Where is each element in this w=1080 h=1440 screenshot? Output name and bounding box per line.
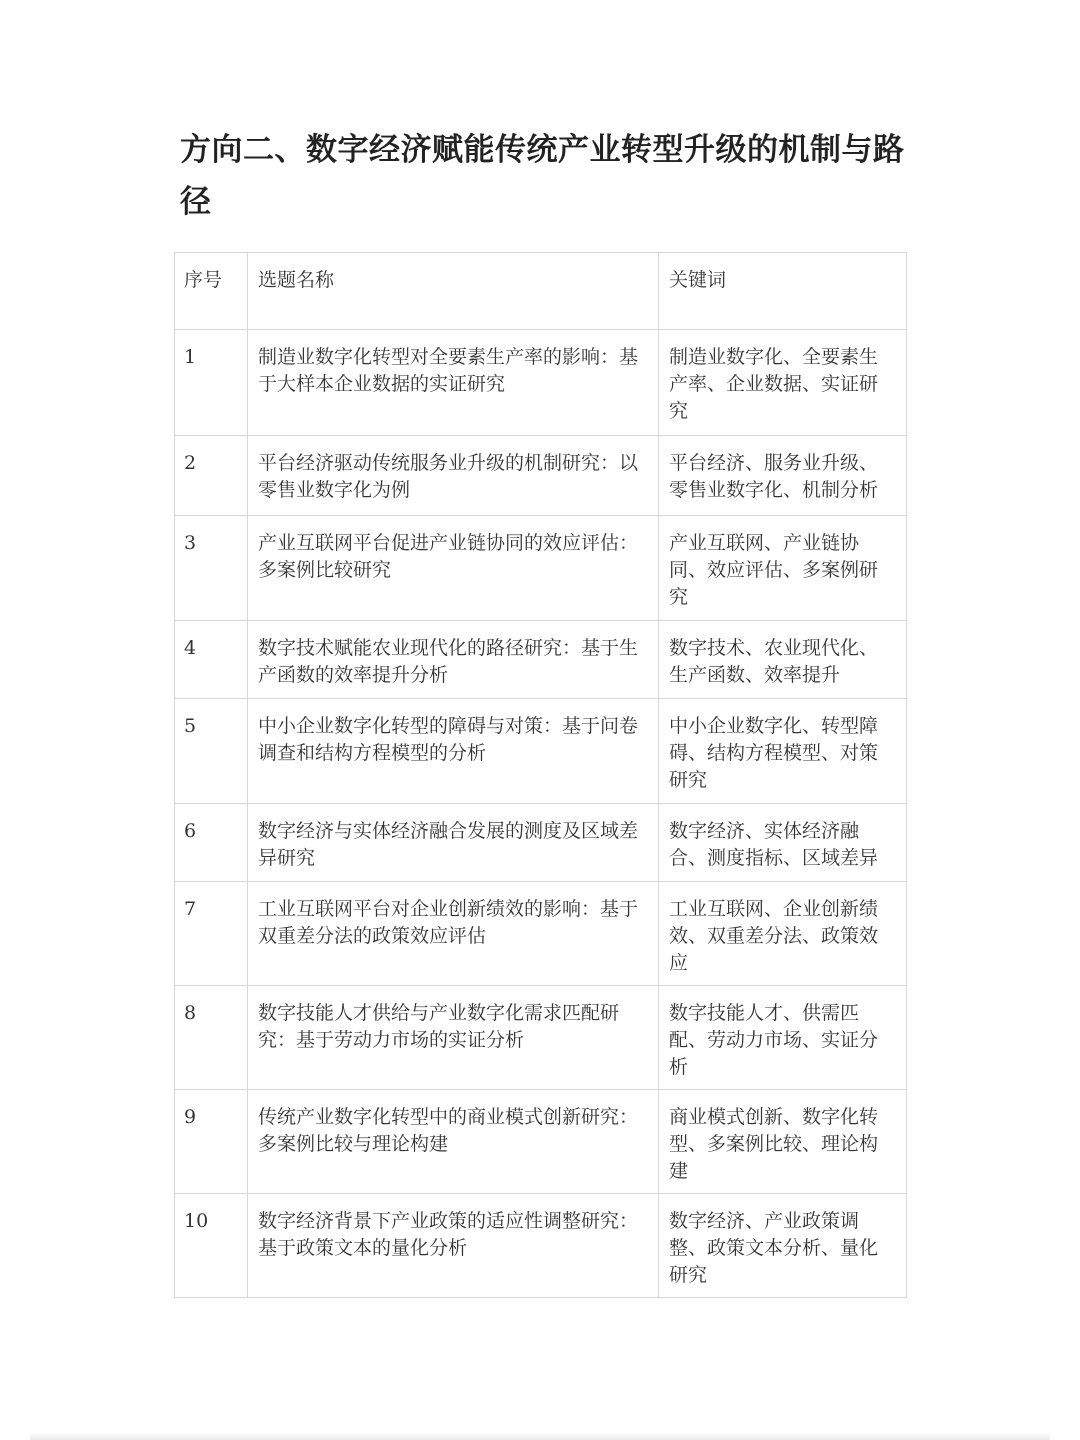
- row-topic: 数字技能人才供给与产业数字化需求匹配研究：基于劳动力市场的实证分析: [248, 986, 659, 1090]
- row-keywords: 数字经济、产业政策调整、政策文本分析、量化研究: [659, 1194, 907, 1298]
- page-bottom-edge: [30, 1432, 1050, 1440]
- row-topic: 工业互联网平台对企业创新绩效的影响：基于双重差分法的政策效应评估: [248, 882, 659, 986]
- table-header: [175, 253, 907, 330]
- row-topic: 数字技术赋能农业现代化的路径研究：基于生产函数的效率提升分析: [248, 621, 659, 699]
- row-number: 10: [175, 1194, 248, 1298]
- table-row: [175, 1194, 907, 1298]
- row-keywords: 数字经济、实体经济融合、测度指标、区域差异: [659, 804, 907, 882]
- table-row: [175, 882, 907, 986]
- row-keywords: 产业互联网、产业链协同、效应评估、多案例研究: [659, 516, 907, 621]
- header-topic: 选题名称: [248, 253, 659, 330]
- header-number: 序号: [175, 253, 248, 330]
- row-topic: 制造业数字化转型对全要素生产率的影响：基于大样本企业数据的实证研究: [248, 330, 659, 436]
- table-row: [175, 986, 907, 1090]
- row-number: 8: [175, 986, 248, 1090]
- row-keywords: 平台经济、服务业升级、零售业数字化、机制分析: [659, 436, 907, 516]
- header-keywords: 关键词: [659, 253, 907, 330]
- row-number: 4: [175, 621, 248, 699]
- row-topic: 产业互联网平台促进产业链协同的效应评估：多案例比较研究: [248, 516, 659, 621]
- row-number: 7: [175, 882, 248, 986]
- page-title: 方向二、数字经济赋能传统产业转型升级的机制与路径: [180, 132, 905, 220]
- row-keywords: 数字技术、农业现代化、生产函数、效率提升: [659, 621, 907, 699]
- row-number: 1: [175, 330, 248, 436]
- row-number: 5: [175, 699, 248, 804]
- row-topic: 中小企业数字化转型的障碍与对策：基于问卷调查和结构方程模型的分析: [248, 699, 659, 804]
- row-number: 3: [175, 516, 248, 621]
- row-keywords: 中小企业数字化、转型障碍、结构方程模型、对策研究: [659, 699, 907, 804]
- row-number: 9: [175, 1090, 248, 1194]
- table-row: [175, 804, 907, 882]
- topics-table: [174, 252, 907, 1298]
- row-number: 2: [175, 436, 248, 516]
- row-keywords: 商业模式创新、数字化转型、多案例比较、理论构建: [659, 1090, 907, 1194]
- table-row: [175, 516, 907, 621]
- table-row: [175, 330, 907, 436]
- row-number: 6: [175, 804, 248, 882]
- row-topic: 数字经济背景下产业政策的适应性调整研究：基于政策文本的量化分析: [248, 1194, 659, 1298]
- table-row: [175, 1090, 907, 1194]
- table-row: [175, 621, 907, 699]
- table-body: [175, 330, 907, 1298]
- row-topic: 传统产业数字化转型中的商业模式创新研究：多案例比较与理论构建: [248, 1090, 659, 1194]
- row-keywords: 工业互联网、企业创新绩效、双重差分法、政策效应: [659, 882, 907, 986]
- row-keywords: 数字技能人才、供需匹配、劳动力市场、实证分析: [659, 986, 907, 1090]
- table-row: [175, 699, 907, 804]
- row-topic: 平台经济驱动传统服务业升级的机制研究：以零售业数字化为例: [248, 436, 659, 516]
- table-row: [175, 436, 907, 516]
- row-keywords: 制造业数字化、全要素生产率、企业数据、实证研究: [659, 330, 907, 436]
- header-row: [175, 253, 907, 330]
- row-topic: 数字经济与实体经济融合发展的测度及区域差异研究: [248, 804, 659, 882]
